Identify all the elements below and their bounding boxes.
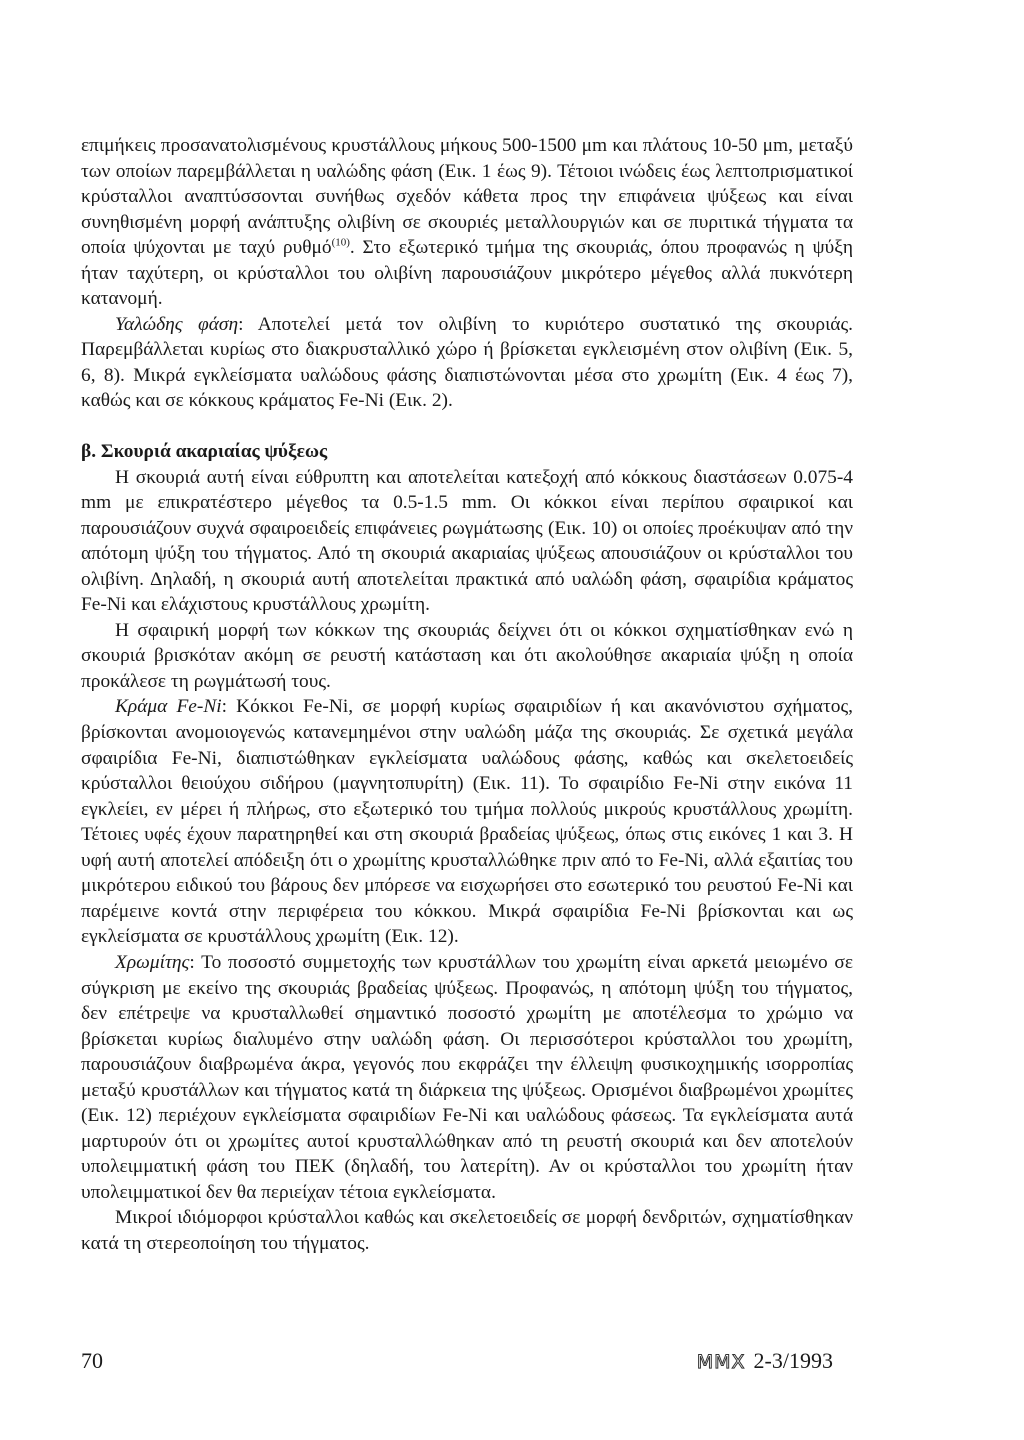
section-heading: β. Σκουριά ακαριαίας ψύξεως: [81, 441, 328, 463]
paragraph-spherical-grains: Η σφαιρική μορφή των κόκκων της σκουριάς δείχνει ότι οι κόκκοι σχηματίσθηκαν ενώ η σκουριά βρισκόταν ακόμη σε ρευστή κατάσταση και ότι ακολούθησε ακαριαία ψύξη η οποία προκάλεσε τη ρωγμάτωσή τους.: [81, 619, 853, 692]
paragraph-dendrites: Μικροί ιδιόμορφοι κρύσταλλοι καθώς και σκελετοειδείς σε μορφή δενδριτών, σχηματίσθηκαν κατά τη στερεοποίηση του τήγματος.: [81, 1207, 853, 1254]
issue-number: 2-3/1993: [753, 1348, 833, 1373]
journal-logo: ΜΜΧ: [696, 1351, 746, 1373]
reference-10: (10): [331, 236, 350, 249]
paragraph-1: επιμήκεις προσανατολισμένους κρυστάλλους μήκους 500-1500 μm και πλάτους 10-50 μm, μεταξύ των οποίων παρεμβάλλεται η υαλώδης φάση (Εικ. 1 έως 9). Τέτοιοι ινώδεις έως λεπτοπρισματικοί κρύσταλλοι αναπτύσσονται συνήθως σχεδόν κάθετα προς την επιφάνεια ψύξεως και είναι συνηθισμένη μορφή ανάπτυξης ολιβίνη σε σκουριές μεταλλουργιών και σε πυριτικά τήγματα τα οποία ψύχονται με ταχύ ρυθμό$^{(10)}$. Στο εξωτερικό τμήμα της σκουριάς, όπου προφανώς η ψύξη ήταν ταχύτερη, οι κρύσταλλοι του ολιβίνη παρουσιάζουν μικρότερο μέγεθος αλλά πυκνότερη κατανομή.: [81, 135, 853, 310]
paragraph-quench-slag: Η σκουριά αυτή είναι εύθρυπτη και αποτελείται κατεξοχή από κόκκους διαστάσεων 0.075-4 mm με επικρατέστερο μέγεθος τα 0.5-1.5 mm. Οι κόκκοι είναι περίπου σφαιρικοί και παρουσιάζουν συχνά σφαιροειδείς επιφάνειες ρωγμάτωσης (Εικ. 10) οι οποίες προέκυψαν από την απότομη ψύξη του τήγματος. Από τη σκουριά ακαριαίας ψύξεως απουσιάζουν οι κρύσταλλοι του ολιβίνη. Δηλαδή, η σκουριά αυτή αποτελείται πρακτικά από υαλώδη φάση, σφαιρίδια κράματος Fe-Ni και ελάχιστους κρυστάλλους χρωμίτη.: [81, 466, 853, 616]
page-number: 70: [81, 1348, 103, 1373]
term-glassy-phase: Υαλώδης φάση: [115, 313, 239, 335]
term-fe-ni-alloy: Κράμα Fe-Ni: [115, 696, 222, 718]
paragraph-glassy-phase: Υαλώδης φάση: Αποτελεί μετά τον ολιβίνη το κυριότερο συστατικό της σκουριάς. Παρεμβάλλεται κυρίως στο διακρυσταλλικό χώρο ή βρίσκεται εγκλεισμένη στον ολιβίνη (Εικ. 5, 6, 8). Μικρά εγκλείσματα υαλώδους φάσης διαπιστώνονται μέσα στο χρωμίτη (Εικ. 4 έως 7), καθώς και σε κόκκους κράματος Fe-Ni (Εικ. 2).: [81, 313, 853, 412]
page-footer: [81, 1348, 833, 1374]
journal-info: [697, 1348, 833, 1374]
paragraph-chromite: Χρωμίτης: Το ποσοστό συμμετοχής των κρυστάλλων του χρωμίτη είναι αρκετά μειωμένο σε σύγκριση με εκείνο της σκουριάς βραδείας ψύξεως. Προφανώς, η απότομη ψύξη του τήγματος, δεν επέτρεψε να κρυσταλλωθεί σημαντικό ποσοστό χρωμίτη με αποτέλεσμα το χρώμιο να βρίσκεται κυρίως διαλυμένο στην υαλώδη φάση. Οι περισσότεροι κρύσταλλοι του χρωμίτη, παρουσιάζουν διαβρωμένα άκρα, γεγονός που εκφράζει την έλλειψη φυσικοχημικής ισορροπίας μεταξύ κρυστάλλων και τήγματος κατά τη διάρκεια της ψύξεως. Ορισμένοι διαβρωμένοι χρωμίτες (Εικ. 12) περιέχουν εγκλείσματα σφαιριδίων Fe-Ni και υαλώδους φάσεως. Τα εγκλείσματα αυτά μαρτυρούν ότι οι χρωμίτες αυτοί κρυσταλλώθηκαν από τη ρευστή σκουριά και δεν αποτελούν υπολειμματική φάση του ΠΕΚ (δηλαδή, του λατερίτη). Αν οι κρύσταλλοι του χρωμίτη ήταν υπολειμματικοί δεν θα περιείχαν τέτοια εγκλείσματα.: [81, 951, 853, 1203]
term-chromite: Χρωμίτης: [115, 951, 190, 973]
body-text: [81, 133, 853, 1257]
paragraph-fe-ni-alloy: Κράμα Fe-Ni: Κόκκοι Fe-Ni, σε μορφή κυρίως σφαιριδίων ή και ακανόνιστου σχήματος, βρίσκονται ανομοιογενώς κατανεμημένοι στην υαλώδη μάζα της σκουριάς. Σε σχετικά μεγάλα σφαιρίδια Fe-Ni, διαπιστώθηκαν εγκλείσματα υαλώδους φάσης, καθώς και σκελετοειδείς κρύσταλλοι θειούχου σιδήρου (μαγνητοπυρίτη) (Εικ. 11). Το σφαιρίδιο Fe-Ni στην εικόνα 11 εγκλείει, εν μέρει ή πλήρως, στο εξωτερικό του τμήμα πολλούς μικρούς κρυστάλλους χρωμίτη. Τέτοιες υφές έχουν παρατηρηθεί και στη σκουριά βραδείας ψύξεως, όπως στις εικόνες 1 και 3. Η υφή αυτή αποτελεί απόδειξη ότι ο χρωμίτης κρυσταλλώθηκε πριν από το Fe-Ni, αλλά εξαιτίας του μικρότερου ειδικού του βάρους δεν μπόρεσε να εισχωρήσει στο εσωτερικό του ρευστού Fe-Ni και παρέμεινε κοντά στην περιφέρεια του κόκκου. Μικρά σφαιρίδια Fe-Ni βρίσκονται και ως εγκλείσματα σε κρυστάλλους χρωμίτη (Εικ. 12).: [81, 696, 853, 948]
